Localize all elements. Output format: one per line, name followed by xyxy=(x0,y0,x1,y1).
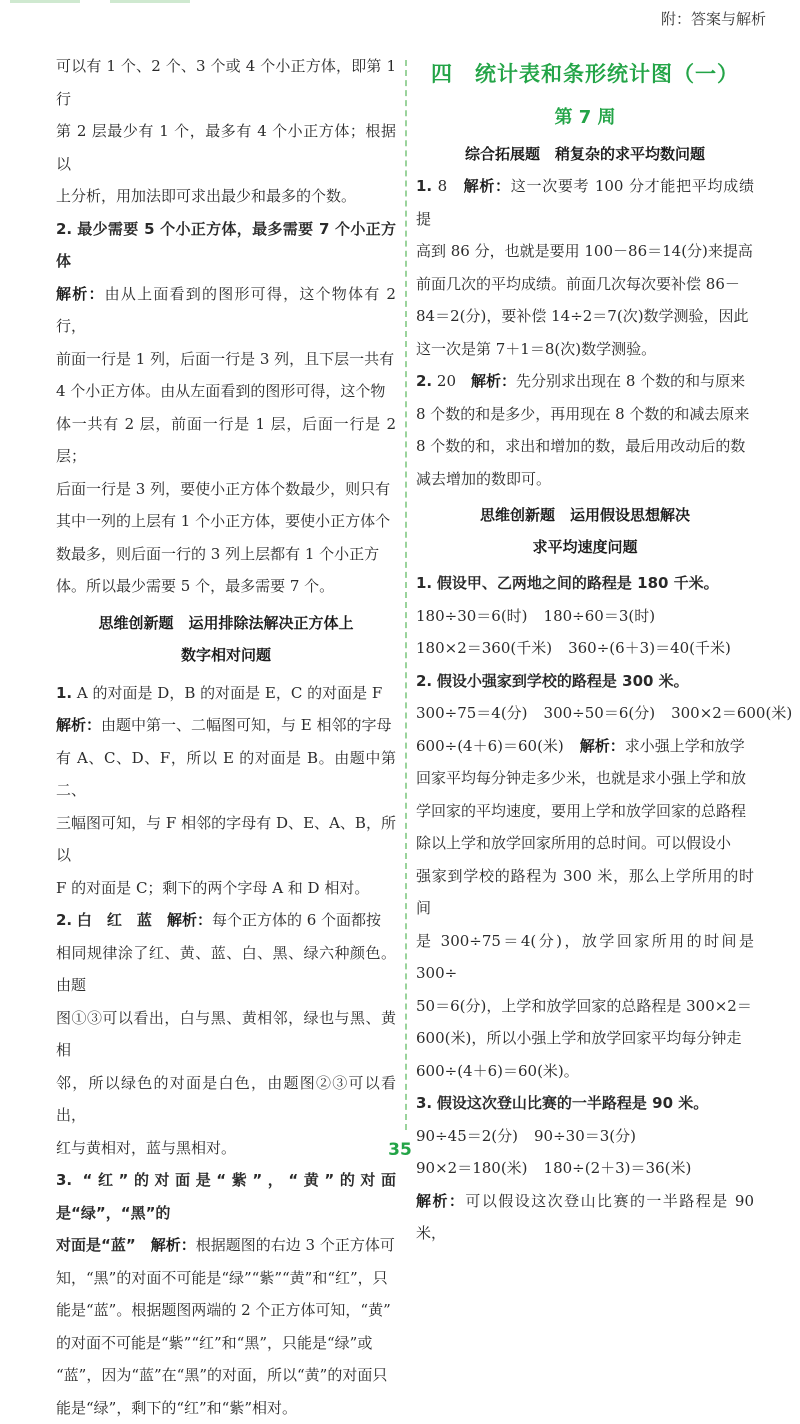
text-line: 强家到学校的路程为 300 米，那么上学所用的时间 xyxy=(416,860,754,925)
answer-text: 白 红 蓝 xyxy=(77,911,152,929)
week-title: 第 7 周 xyxy=(416,98,754,138)
question-number: 2. xyxy=(56,220,72,238)
text-line: 减去增加的数即可。 xyxy=(416,463,754,496)
right-column xyxy=(416,54,754,1250)
text-line: 600(米)，所以小强上学和放学回家平均每分钟走 xyxy=(416,1022,754,1055)
analysis-label: 解析： xyxy=(416,1192,465,1210)
analysis-label: 解析： xyxy=(464,177,511,195)
answer-text: “红”的对面是“紫”，“黄”的对面是“绿”，“黑”的 xyxy=(56,1171,396,1222)
answer-line: 3. 假设这次登山比赛的一半路程是 90 米。 xyxy=(416,1087,754,1120)
text-line: F 的对面是 C；剩下的两个字母 A 和 D 相对。 xyxy=(56,872,396,905)
text-line: 能是“蓝”。根据题图两端的 2 个正方体可知，“黄” xyxy=(56,1294,396,1327)
text-line: 邻，所以绿色的对面是白色，由题图②③可以看出， xyxy=(56,1067,396,1132)
text-line: 的对面不可能是“紫”“红”和“黑”，只能是“绿”或 xyxy=(56,1327,396,1360)
text-line: 回家平均每分钟走多少米，也就是求小强上学和放 xyxy=(416,762,754,795)
answer-text: A 的对面是 D，B 的对面是 E，C 的对面是 F xyxy=(77,684,382,702)
analysis-label: 解析： xyxy=(471,372,516,390)
answer-text: 8 xyxy=(438,177,448,195)
text-line: 数最多，则后面一行的 3 列上层都有 1 个小正方 xyxy=(56,538,396,571)
text-line: 红与黄相对，蓝与黑相对。 xyxy=(56,1132,396,1165)
answer-text: 假设小强家到学校的路程是 300 米。 xyxy=(437,672,689,690)
text-line: 能是“绿”，剩下的“红”和“紫”相对。 xyxy=(56,1392,396,1424)
page-header: 附：答案与解析 xyxy=(661,8,766,29)
page-number: 35 xyxy=(0,1140,800,1160)
text-line: 84＝2(分)，要补偿 14÷2＝7(次)数学测验，因此 xyxy=(416,300,754,333)
text-line: 后面一行是 3 列，要使小正方体个数最少，则只有 xyxy=(56,473,396,506)
text-line: 体一共有 2 层，前面一行是 1 层，后面一行是 2 层； xyxy=(56,408,396,473)
text-line: 除以上学和放学回家所用的总时间。可以假设小 xyxy=(416,827,754,860)
calc-line: 90÷45＝2(分) 90÷30＝3(分) xyxy=(416,1120,754,1153)
left-column xyxy=(56,50,396,1424)
calc-line: 600÷(4＋6)＝60(米) 解析：求小强上学和放学 xyxy=(416,730,754,763)
text-line: 图①③可以看出，白与黑、黄相邻，绿也与黑、黄相 xyxy=(56,1002,396,1067)
calc-line: 300÷75＝4(分) 300÷50＝6(分) 300×2＝600(米) xyxy=(416,697,754,730)
text-line: 4 个小正方体。由从左面看到的图形可得，这个物 xyxy=(56,375,396,408)
text-line: 600÷(4＋6)＝60(米)。 xyxy=(416,1055,754,1088)
text-line: 上分析，用加法即可求出最少和最多的个数。 xyxy=(56,180,396,213)
answer-text: 最少需要 5 个小正方体，最多需要 7 个小正方体 xyxy=(56,220,396,271)
text-line: 三幅图可知，与 F 相邻的字母有 D、E、A、B，所以 xyxy=(56,807,396,872)
answer-line: 2. 20 解析：先分别求出现在 8 个数的和与原来 xyxy=(416,365,754,398)
answer-line: 1. 8 解析：这一次要考 100 分才能把平均成绩提 xyxy=(416,170,754,235)
analysis-label: 解析： xyxy=(167,911,212,929)
answer-line: 3. “红”的对面是“紫”，“黄”的对面是“绿”，“黑”的 xyxy=(56,1164,396,1229)
text-line: 前面几次的平均成绩。前面几次每次要补偿 86－ xyxy=(416,268,754,301)
answer-line xyxy=(56,213,396,278)
answer-line: 对面是“蓝” 解析：根据题图的右边 3 个正方体可 xyxy=(56,1229,396,1262)
text-line: 是 300÷75＝4(分)，放学回家所用的时间是 300÷ xyxy=(416,925,754,990)
section-heading: 思维创新题 运用排除法解决正方体上 xyxy=(56,607,396,639)
text-line: 这一次是第 7＋1＝8(次)数学测验。 xyxy=(416,333,754,366)
text-line: 解析：由从上面看到的图形可得，这个物体有 2 行， xyxy=(56,278,396,343)
section-heading: 求平均速度问题 xyxy=(416,531,754,563)
text-line: 前面一行是 1 列，后面一行是 3 列，且下层一共有 xyxy=(56,343,396,376)
answer-text: 假设这次登山比赛的一半路程是 90 米。 xyxy=(437,1094,708,1112)
calc-line: 180÷30＝6(时) 180÷60＝3(时) xyxy=(416,600,754,633)
text-line: “蓝”，因为“蓝”在“黑”的对面，所以“黄”的对面只 xyxy=(56,1359,396,1392)
text-line: 其中一列的上层有 1 个小正方体，要使小正方体个 xyxy=(56,505,396,538)
text-line: 学回家的平均速度，要用上学和放学回家的总路程 xyxy=(416,795,754,828)
text-line: 第 2 层最少有 1 个，最多有 4 个小正方体；根据以 xyxy=(56,115,396,180)
answer-line: 1. A 的对面是 D，B 的对面是 E，C 的对面是 F xyxy=(56,677,396,710)
chapter-title: 四 统计表和条形统计图（一） xyxy=(416,54,754,94)
column-divider xyxy=(405,60,407,1130)
section-heading: 数字相对问题 xyxy=(56,639,396,671)
text-line: 8 个数的和是多少，再用现在 8 个数的和减去原来 xyxy=(416,398,754,431)
section-heading: 思维创新题 运用假设思想解决 xyxy=(416,499,754,531)
text-line: 相同规律涂了红、黄、蓝、白、黑、绿六种颜色。由题 xyxy=(56,937,396,1002)
answer-line: 2. 白 红 蓝 解析：每个正方体的 6 个面都按 xyxy=(56,904,396,937)
top-edge-decoration xyxy=(0,0,190,6)
answer-line: 1. 假设甲、乙两地之间的路程是 180 千米。 xyxy=(416,567,754,600)
text-line: 解析：可以假设这次登山比赛的一半路程是 90 米， xyxy=(416,1185,754,1250)
text-line: 50＝6(分)，上学和放学回家的总路程是 300×2＝ xyxy=(416,990,754,1023)
analysis-label: 解析： xyxy=(151,1236,196,1254)
analysis-label: 解析： xyxy=(580,737,625,755)
calc-line: 90×2＝180(米) 180÷(2＋3)＝36(米) xyxy=(416,1152,754,1185)
answer-line: 2. 假设小强家到学校的路程是 300 米。 xyxy=(416,665,754,698)
analysis-label: 解析： xyxy=(56,285,105,303)
analysis-label: 解析： xyxy=(56,716,101,734)
text-line: 可以有 1 个、2 个、3 个或 4 个小正方体，即第 1 行 xyxy=(56,50,396,115)
section-heading: 综合拓展题 稍复杂的求平均数问题 xyxy=(416,138,754,170)
text-line: 8 个数的和，求出和增加的数，最后用改动后的数 xyxy=(416,430,754,463)
answer-text: 假设甲、乙两地之间的路程是 180 千米。 xyxy=(437,574,719,592)
text-line: 知，“黑”的对面不可能是“绿”“紫”“黄”和“红”，只 xyxy=(56,1262,396,1295)
text-line: 体。所以最少需要 5 个，最多需要 7 个。 xyxy=(56,570,396,603)
text-line: 高到 86 分，也就是要用 100－86＝14(分)来提高 xyxy=(416,235,754,268)
text-line: 解析：由题中第一、二幅图可知，与 E 相邻的字母 xyxy=(56,709,396,742)
answer-text: 20 xyxy=(437,372,456,390)
calc-line: 180×2＝360(千米) 360÷(6＋3)＝40(千米) xyxy=(416,632,754,665)
text-line: 有 A、C、D、F，所以 E 的对面是 B。由题中第二、 xyxy=(56,742,396,807)
